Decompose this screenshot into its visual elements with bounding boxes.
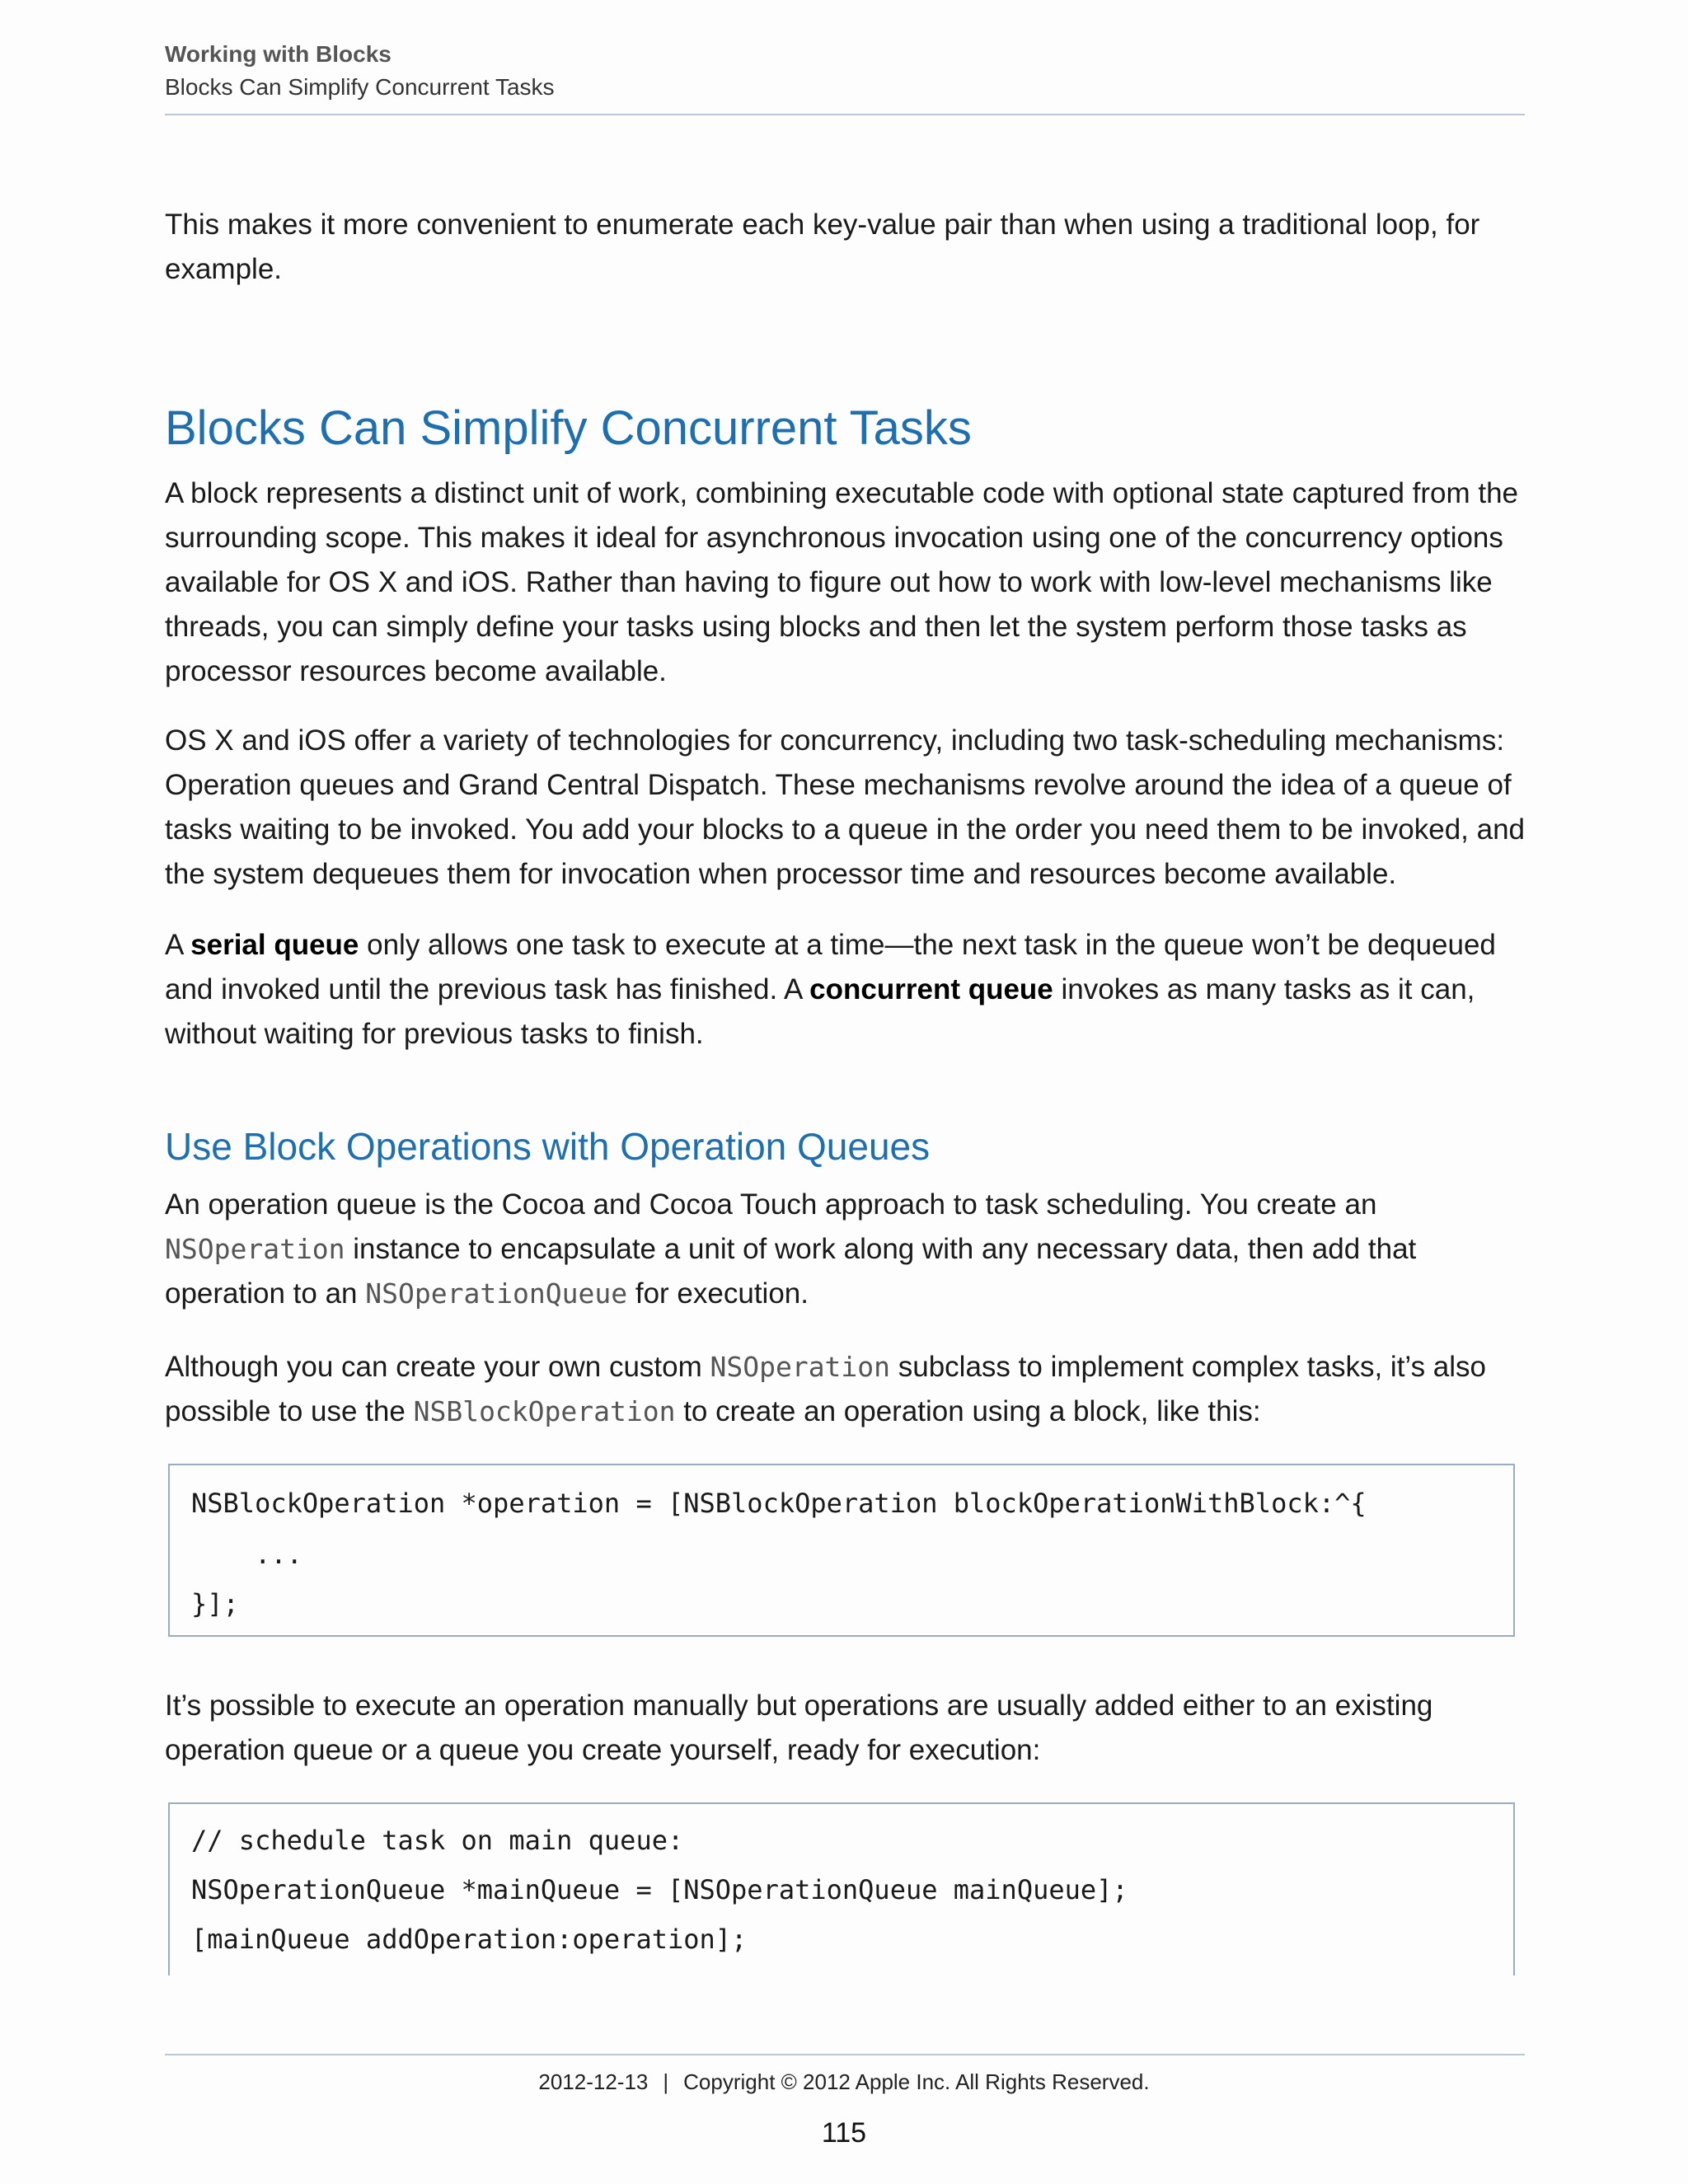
- code-line: // schedule task on main queue:: [191, 1825, 684, 1856]
- sub-para2-text-1: Although you can create your own custom: [165, 1351, 710, 1383]
- page-number: 115: [821, 2117, 867, 2149]
- sub-para2-text-2: subclass to implement complex tasks, it’s also possible to use the: [165, 1351, 1486, 1427]
- header-divider: [165, 114, 1525, 115]
- section-paragraph-1: A block represents a distinct unit of work, combining executable code with optional state captured from the surrounding scope. This makes it ideal for asynchronous invocation using one of the concurrency options available for OS X and iOS. Rather than having to figure out how to work with low-level mechanisms like threads, you can simply define your tasks using blocks and then let the system perform those tasks as processor resources become available.: [165, 477, 1519, 687]
- concurrent-queue-term: concurrent queue: [809, 973, 1053, 1005]
- header-section-title: Blocks Can Simplify Concurrent Tasks: [165, 74, 555, 100]
- para3-text-2: only allows one task to execute at a time—the next task in the queue won’t be dequeued and invoked until the previous task has finished. A: [165, 929, 1496, 1005]
- code-line: }];: [191, 1588, 239, 1619]
- subsection-paragraph-1: [165, 1183, 1526, 1316]
- footer-separator: |: [663, 2069, 669, 2094]
- running-header: [165, 38, 1525, 104]
- section-paragraph-2: OS X and iOS offer a variety of technologies for concurrency, including two task-scheduling mechanisms: Operation queues and Grand Central Dispatch. These mechanisms revolve around the idea of a queue of tasks waiting to be invoked. You add your blocks to a queue in the order you need them to be invoked, and the system dequeues them for invocation when processor time and resources become available.: [165, 724, 1526, 890]
- sub-para2-text-3: to create an operation using a block, like this:: [675, 1395, 1261, 1427]
- header-chapter-title: Working with Blocks: [165, 41, 392, 67]
- subsection-paragraph-3: It’s possible to execute an operation manually but operations are usually added either to an existing operation queue or a queue you create yourself, ready for execution:: [165, 1690, 1433, 1766]
- subsection-heading: Use Block Operations with Operation Queues: [165, 1125, 931, 1168]
- sub-para1-text-2: instance to encapsulate a unit of work along with any necessary data, then add that operation to an: [165, 1233, 1417, 1310]
- nsblockoperation-code-term: NSBlockOperation: [413, 1395, 676, 1427]
- footer-date: 2012-12-13: [538, 2069, 649, 2094]
- nsoperation-code-term: NSOperation: [165, 1233, 345, 1265]
- para3-text-3: invokes as many tasks as it can, without waiting for previous tasks to finish.: [165, 973, 1475, 1050]
- code-line: NSOperationQueue *mainQueue = [NSOperationQueue mainQueue];: [191, 1874, 1128, 1905]
- para3-text-1: A: [165, 929, 191, 961]
- section-paragraph-3: [165, 923, 1526, 1057]
- sub-para1-text-1: An operation queue is the Cocoa and Cocoa Touch approach to task scheduling. You create an: [165, 1188, 1377, 1221]
- footer-copyright: Copyright © 2012 Apple Inc. All Rights Reserved.: [683, 2069, 1150, 2094]
- footer: [0, 2067, 1688, 2097]
- intro-paragraph: This makes it more convenient to enumerate each key-value pair than when using a traditional loop, for example.: [165, 209, 1480, 285]
- code-line: [mainQueue addOperation:operation];: [191, 1924, 748, 1955]
- nsoperation-code-term-2: NSOperation: [710, 1351, 891, 1383]
- footer-divider: [165, 2054, 1525, 2055]
- code-listing-main-queue: [168, 1802, 1515, 1975]
- sub-para1-text-3: for execution.: [627, 1277, 809, 1310]
- subsection-paragraph-2: [165, 1345, 1526, 1434]
- serial-queue-term: serial queue: [190, 929, 359, 961]
- section-heading: Blocks Can Simplify Concurrent Tasks: [165, 401, 972, 455]
- code-listing-block-operation: [168, 1464, 1515, 1637]
- nsoperationqueue-code-term: NSOperationQueue: [365, 1277, 628, 1310]
- code-line: ...: [191, 1539, 302, 1570]
- code-line: NSBlockOperation *operation = [NSBlockOperation blockOperationWithBlock:^{: [191, 1488, 1367, 1519]
